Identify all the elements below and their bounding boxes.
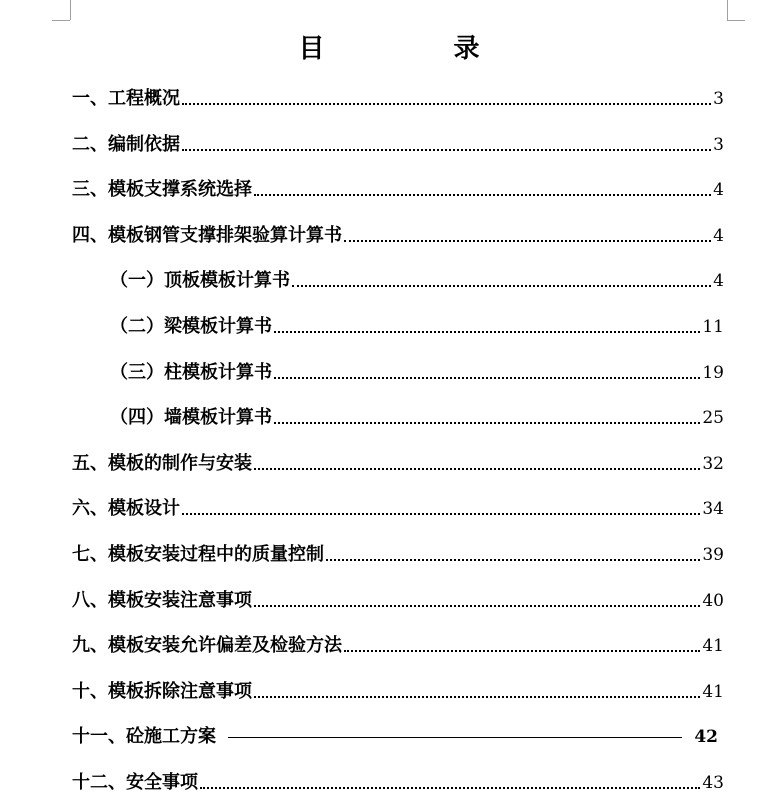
toc-entry-page: 43 — [702, 773, 724, 793]
toc-entry-label: 十一、砼施工方案 — [72, 726, 216, 748]
toc-entry[interactable] — [72, 621, 724, 657]
toc-entry-label: 十、模板拆除注意事项 — [72, 680, 252, 702]
toc-entry[interactable] — [72, 439, 724, 475]
toc-entry[interactable] — [72, 74, 724, 110]
toc-leader-dots — [292, 285, 711, 287]
toc-entry-label: 八、模板安装注意事项 — [72, 589, 252, 611]
toc-entry-page: 4 — [713, 180, 724, 201]
toc-entry[interactable] — [72, 484, 724, 520]
margin-mark-top-left-h — [52, 20, 70, 21]
toc-entry[interactable] — [72, 758, 724, 794]
toc-entry-label: （四）墙模板计算书 — [110, 407, 272, 429]
toc-entry-page: 25 — [702, 408, 724, 429]
margin-mark-top-right — [727, 0, 728, 20]
toc-entry[interactable] — [110, 302, 724, 338]
toc-entry[interactable] — [110, 256, 724, 292]
margin-mark-top-right-h — [727, 20, 745, 21]
toc-entry-page: 32 — [702, 453, 724, 474]
toc-entry-page: 3 — [713, 89, 724, 109]
toc-leader-dots — [344, 240, 711, 242]
toc-leader-dots — [326, 559, 700, 561]
toc-entry-label: 五、模板的制作与安装 — [72, 452, 252, 474]
toc-leader-dots — [274, 422, 700, 424]
toc-entry-label: 七、模板安装过程中的质量控制 — [72, 544, 324, 565]
toc-entry-page: 39 — [702, 545, 724, 565]
toc-leader-dots — [274, 331, 700, 333]
toc-entry-label: 一、工程概况 — [72, 88, 180, 109]
toc-entry-label: 四、模板钢管支撑排架验算计算书 — [72, 224, 342, 246]
toc-entry-page: 3 — [713, 134, 724, 155]
toc-entry[interactable] — [72, 576, 724, 612]
toc-entry-page: 34 — [702, 499, 724, 520]
toc-entry-page: 11 — [702, 317, 724, 337]
toc-entry-page: 4 — [713, 271, 724, 292]
toc-entry-label: 九、模板安装允许偏差及检验方法 — [72, 635, 342, 657]
toc-entry[interactable] — [72, 530, 724, 566]
toc-leader-dots — [344, 650, 700, 652]
page-title: 目 录 — [298, 34, 540, 64]
toc-entry-label: （一）顶板模板计算书 — [110, 270, 290, 292]
toc-entry-page: 42 — [694, 727, 718, 748]
toc-entry-page: 41 — [702, 681, 724, 702]
margin-mark-top-left — [70, 0, 71, 20]
toc-entry[interactable] — [72, 120, 724, 156]
toc-entry[interactable] — [72, 165, 724, 201]
toc-leader-dots — [182, 513, 700, 515]
toc-leader-dots — [200, 787, 700, 789]
toc-leader-dots — [254, 194, 711, 196]
toc-entry-label: 三、模板支撑系统选择 — [72, 179, 252, 201]
toc-entry-page: 40 — [702, 590, 724, 611]
toc-entry-page: 19 — [702, 362, 724, 383]
toc-entry-label: 六、模板设计 — [72, 498, 180, 520]
toc-entry[interactable] — [110, 348, 724, 384]
toc-leader-dots — [254, 605, 700, 607]
toc-leader-dots — [254, 696, 700, 698]
toc-entry-page: 4 — [713, 225, 724, 246]
toc-leader-line — [228, 737, 682, 738]
toc-entry-label: （二）梁模板计算书 — [110, 316, 272, 337]
toc-leader-dots — [182, 149, 711, 151]
toc-entry[interactable] — [72, 712, 724, 748]
toc-entry-label: 十二、安全事项 — [72, 772, 198, 793]
toc-entry-label: （三）柱模板计算书 — [110, 361, 272, 383]
toc-leader-dots — [254, 468, 700, 470]
toc-entry-page: 41 — [702, 636, 724, 657]
toc-entry[interactable] — [72, 667, 724, 703]
toc-entry[interactable] — [110, 393, 724, 429]
toc-leader-dots — [274, 377, 700, 379]
toc-entry[interactable] — [72, 211, 724, 247]
toc-entry-label: 二、编制依据 — [72, 133, 180, 155]
toc-leader-dots — [182, 103, 711, 105]
